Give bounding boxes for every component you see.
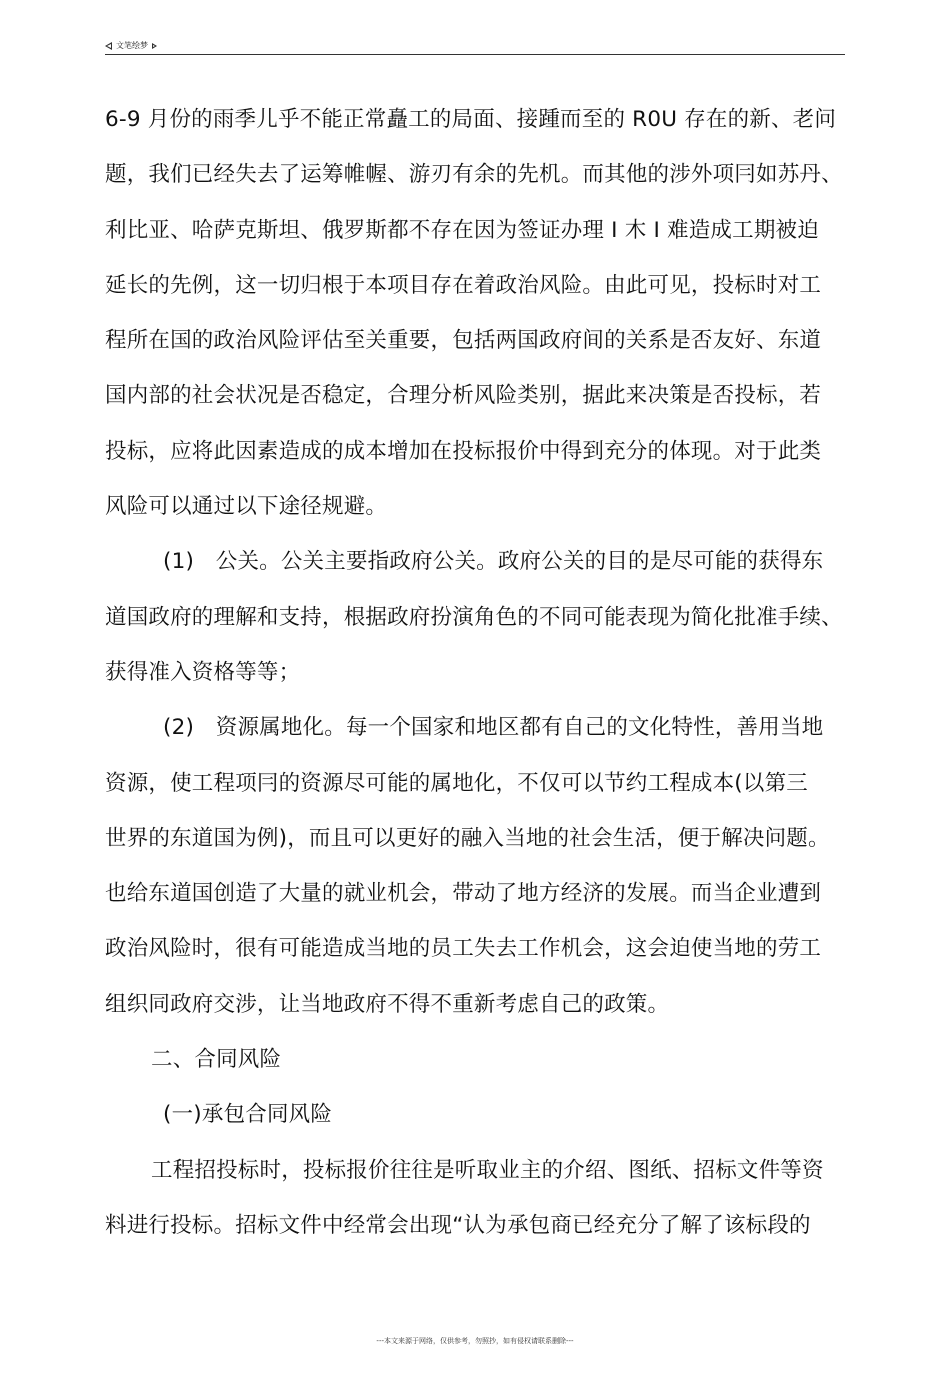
list-item-localization: (2) 资源属地化。每一个国家和地区都有自己的文化特性，善用当地 — [163, 715, 824, 741]
body-line: 题，我们已经失去了运筹帷幄、游刃有余的先机。而其他的涉外项冃如苏丹、 — [105, 162, 843, 188]
list-item-public-relations: (1) 公关。公关主要指政府公关。政府公关的目的是尽可能的获得东 — [163, 549, 824, 575]
body-line: 国内部的社会状况是否稳定，合理分析风险类别，据此来决策是否投标，若 — [105, 383, 822, 409]
body-line: 也给东道国创造了大量的就业机会，带动了地方经济的发展。而当企业遭到 — [105, 881, 822, 907]
subsection-heading: (一)承包合同风险 — [163, 1102, 333, 1128]
body-line: 组织同政府交涉，让当地政府不得不重新考虑自己的政策。 — [105, 991, 670, 1017]
body-line: 延长的先例，这一切归根于本项目存在着政治风险。由此可见，投标时对工 — [105, 272, 822, 298]
body-line: 料进行投标。招标文件中经常会出现“认为承包商已经充分了解了该标段的 — [105, 1212, 811, 1238]
body-line: 利比亚、哈萨克斯坦、俄罗斯都不存在因为签证办理 I 木 I 难造成工期被迫 — [105, 217, 819, 243]
body-line: 政治风险时，很有可能造成当地的员工失去工作机会，这会迫使当地的劳工 — [105, 936, 822, 962]
triangle-right-icon — [152, 43, 157, 49]
body-line: 获得准入资格等等； — [105, 659, 301, 685]
section-heading: 二、合同风险 — [151, 1047, 282, 1073]
page-footer: ---本文来源于网络，仅供参考，勿照抄，如有侵权请联系删除--- — [376, 1337, 574, 1345]
body-line: 风险可以通过以下途径规避。 — [105, 494, 388, 520]
body-line: 工程招投标时，投标报价往往是听取业主的介绍、图纸、招标文件等资 — [151, 1157, 824, 1183]
body-line: 道国政府的理解和支持，根据政府扮演角色的不同可能表现为简化批准手续、 — [105, 604, 843, 630]
triangle-left-icon — [105, 42, 112, 50]
body-line: 投标，应将此因素造成的成本增加在投标报价中得到充分的体现。对于此类 — [105, 438, 822, 464]
document-body — [105, 100, 850, 1261]
body-line: 6-9 月份的雨季儿乎不能正常矗工的局面、接踵而至的 R0U 存在的新、老问 — [105, 107, 837, 132]
body-line: 资源，使工程项冃的资源尽可能的属地化，不仅可以节约工程成本(以第三 — [105, 770, 808, 796]
body-line: 程所在国的政治风险评估至关重要，包括两国政府间的关系是否友好、东道 — [105, 328, 822, 354]
page-header — [105, 38, 845, 55]
body-line: 世界的东道国为例)，而且可以更好的融入当地的社会生活，便于解决问题。 — [105, 825, 830, 851]
header-title: 文笔绘梦 — [116, 41, 148, 50]
header-brand — [105, 41, 157, 51]
